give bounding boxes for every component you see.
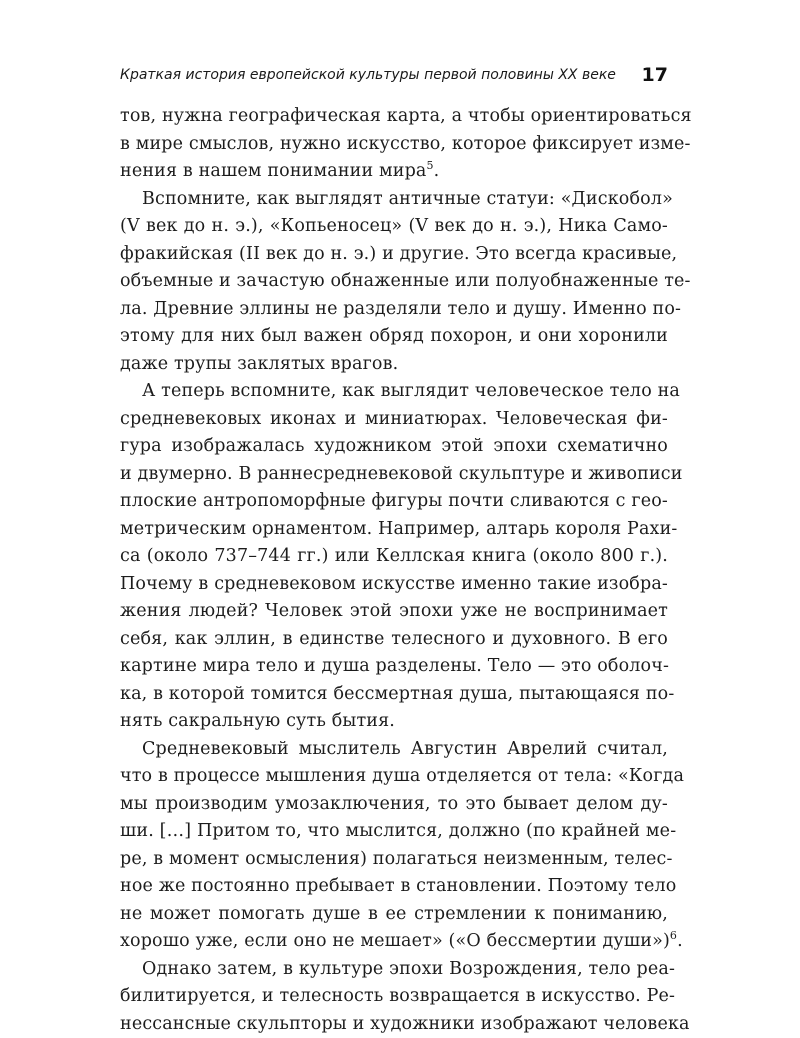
text-line xyxy=(120,131,668,159)
text-line xyxy=(120,626,668,654)
text-line xyxy=(120,516,668,544)
line-text: плоские антропоморфные фигуры почти сливаются с гео- xyxy=(120,491,668,511)
line-text-tail: . xyxy=(677,931,683,951)
paragraph xyxy=(120,736,668,956)
text-line xyxy=(120,736,668,764)
line-text: ре, в момент осмысления) полагаться неизменным, телес- xyxy=(120,849,673,869)
line-text: нения в нашем понимании мира xyxy=(120,161,427,181)
line-text: в мире смыслов, нужно искусство, которое фиксирует изме- xyxy=(120,134,691,154)
text-line xyxy=(120,103,668,131)
paragraph xyxy=(120,956,668,1038)
text-line xyxy=(120,488,668,516)
text-line xyxy=(120,543,668,571)
line-text: ши. […] Притом то, что мыслится, должно (по крайней ме- xyxy=(120,821,676,841)
line-text: не может помогать душе в ее стремлении к пониманию, xyxy=(120,904,668,924)
line-text: нять сакральную суть бытия. xyxy=(120,711,395,731)
line-text: и двумерно. В раннесредневековой скульптуре и живописи xyxy=(120,464,683,484)
line-text: ла. Древние эллины не разделяли тело и душу. Именно по- xyxy=(120,299,681,319)
text-line xyxy=(120,158,668,186)
line-text: объемные и зачастую обнаженные или полуобнаженные те- xyxy=(120,271,691,291)
text-line xyxy=(120,681,668,709)
line-text: даже трупы заклятых врагов. xyxy=(120,354,398,374)
line-text: Вспомните, как выглядят античные статуи: «Дискобол» xyxy=(142,189,673,209)
text-line xyxy=(120,241,668,269)
line-text: Почему в средневековом искусстве именно такие изобра- xyxy=(120,574,668,594)
line-text: ное же постоянно пребывает в становлении. Поэтому тело xyxy=(120,876,676,896)
text-line xyxy=(120,268,668,296)
line-text: са (около 737–744 гг.) или Келлская книга (около 800 г.). xyxy=(120,546,668,566)
line-text: что в процессе мышления душа отделяется от тела: «Когда xyxy=(120,766,684,786)
line-text: метрическим орнаментом. Например, алтарь короля Рахи- xyxy=(120,519,677,539)
text-line xyxy=(120,873,668,901)
line-text: Однако затем, в культуре эпохи Возрождения, тело реа- xyxy=(142,959,675,979)
text-line xyxy=(120,351,668,379)
text-line xyxy=(120,846,668,874)
line-text: ка, в которой томится бессмертная душа, пытающаяся по- xyxy=(120,684,674,704)
footnote-marker[interactable]: 6 xyxy=(670,929,677,942)
paragraph xyxy=(120,103,668,186)
line-text: билитируется, и телесность возвращается в искусство. Ре- xyxy=(120,986,675,1006)
line-text: этому для них был важен обряд похорон, и они хоронили xyxy=(120,326,668,346)
text-line xyxy=(120,901,668,929)
paragraph xyxy=(120,186,668,379)
line-text: мы производим умозаключения, то это бывает делом ду- xyxy=(120,794,668,814)
line-text: тов, нужна географическая карта, а чтобы ориентироваться xyxy=(120,106,692,126)
line-text: Средневековый мыслитель Августин Аврелий считал, xyxy=(142,739,668,759)
line-text: (V век до н. э.), «Копьеносец» (V век до н. э.), Ника Само- xyxy=(120,216,668,236)
line-text: хорошо уже, если оно не мешает» («О бессмертии души») xyxy=(120,931,670,951)
body-text xyxy=(120,103,668,1038)
text-line xyxy=(120,791,668,819)
text-line xyxy=(120,1011,668,1038)
line-text: нессансные скульпторы и художники изображают человека xyxy=(120,1014,690,1034)
text-line xyxy=(120,213,668,241)
text-line xyxy=(120,983,668,1011)
text-line xyxy=(120,323,668,351)
text-line xyxy=(120,186,668,214)
text-line xyxy=(120,763,668,791)
text-line xyxy=(120,928,668,956)
text-line xyxy=(120,653,668,681)
line-text: жения людей? Человек этой эпохи уже не воспринимает xyxy=(120,601,668,621)
line-text: средневековых иконах и миниатюрах. Человеческая фи- xyxy=(120,409,668,429)
line-text: картине мира тело и душа разделены. Тело — это оболоч- xyxy=(120,656,669,676)
line-text: себя, как эллин, в единстве телесного и духовного. В его xyxy=(120,629,668,649)
line-text: гура изображалась художником этой эпохи схематично xyxy=(120,436,668,456)
line-text: А теперь вспомните, как выглядит человеческое тело на xyxy=(142,381,680,401)
page-number: 17 xyxy=(642,60,668,90)
text-line xyxy=(120,708,668,736)
text-line xyxy=(120,818,668,846)
running-head: Краткая история европейской культуры первой половины XX веке xyxy=(120,60,616,90)
text-line xyxy=(120,296,668,324)
text-line xyxy=(120,433,668,461)
text-line xyxy=(120,571,668,599)
line-text-tail: . xyxy=(434,161,440,181)
page-header xyxy=(120,60,668,90)
line-text: фракийская (II век до н. э.) и другие. Это всегда красивые, xyxy=(120,244,677,264)
text-line xyxy=(120,406,668,434)
text-line xyxy=(120,461,668,489)
text-line xyxy=(120,956,668,984)
footnote-marker[interactable]: 5 xyxy=(427,159,434,172)
text-line xyxy=(120,378,668,406)
text-line xyxy=(120,598,668,626)
paragraph xyxy=(120,378,668,736)
